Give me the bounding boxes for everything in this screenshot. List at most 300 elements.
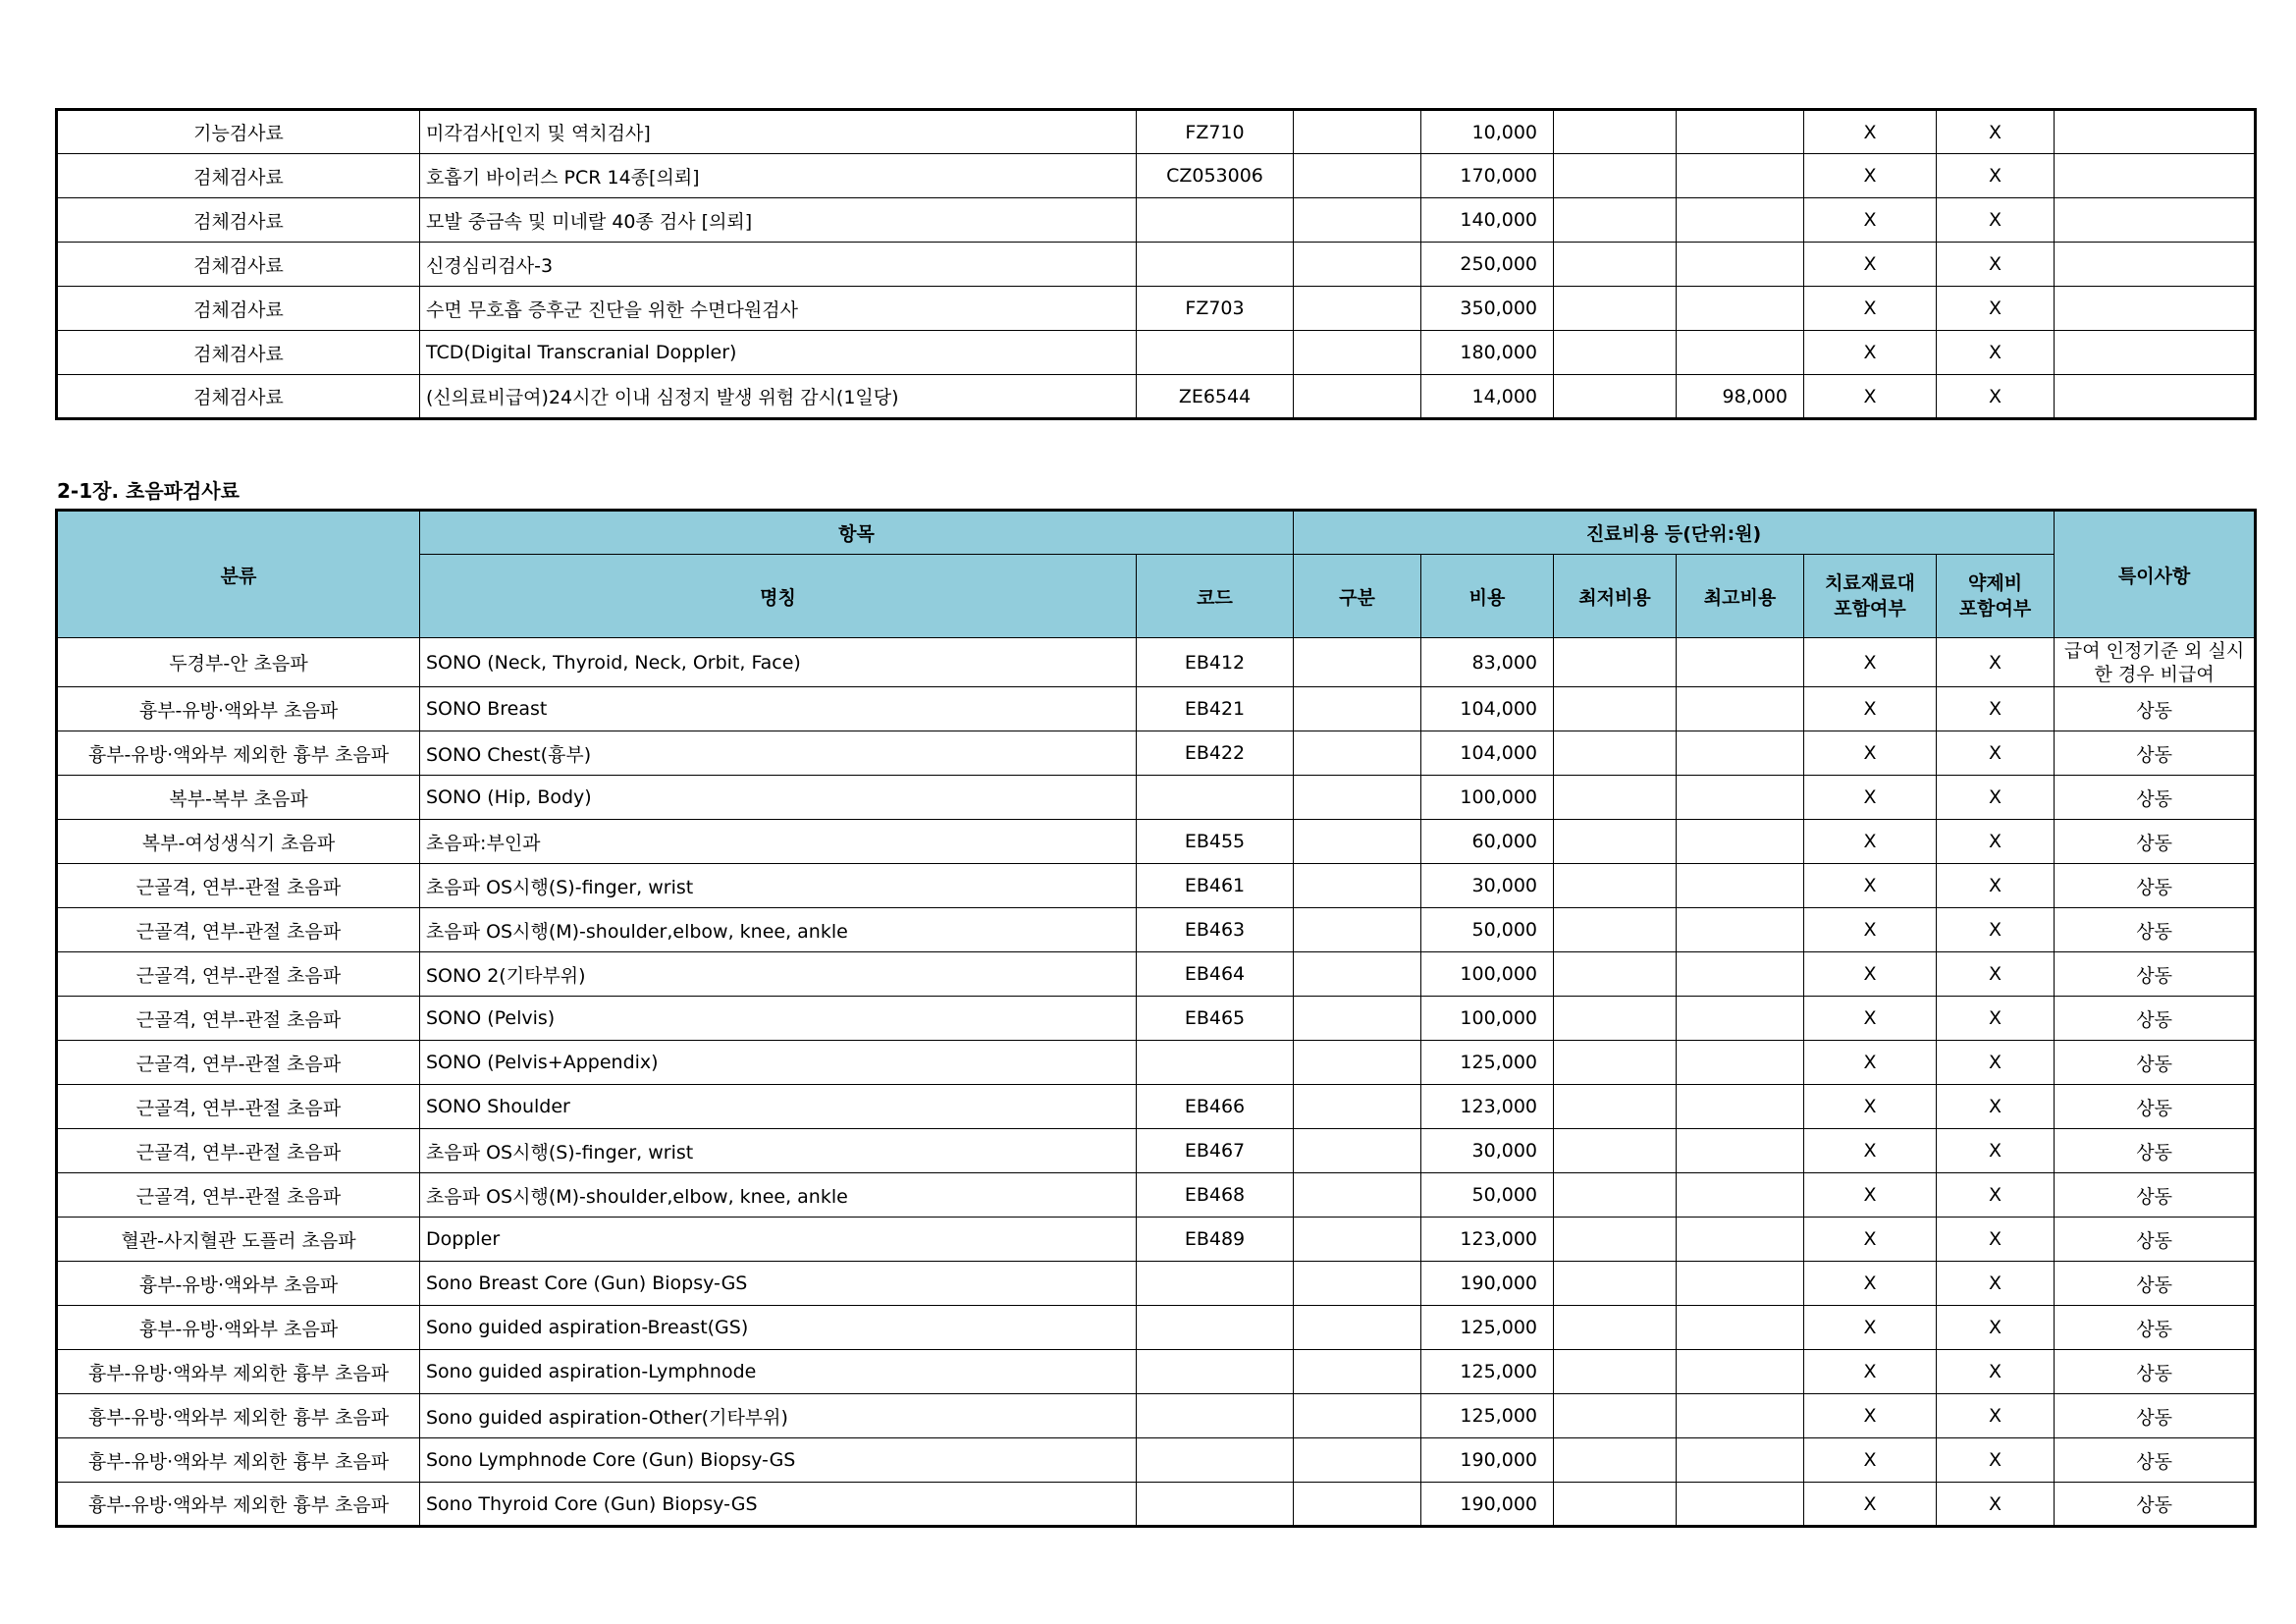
- type-cell: [1294, 997, 1421, 1041]
- type-cell: [1294, 1085, 1421, 1129]
- min-cost-cell: [1554, 908, 1677, 952]
- ultrasound-fee-table: [55, 509, 2257, 1528]
- code-cell: [1137, 1483, 1294, 1527]
- category-cell: 혈관-사지혈관 도플러 초음파: [57, 1218, 420, 1262]
- drug-included-cell: X: [1937, 952, 2055, 997]
- drug-included-cell: X: [1937, 1262, 2055, 1306]
- name-cell: 수면 무호흡 증후군 진단을 위한 수면다원검사: [420, 287, 1137, 331]
- type-cell: [1294, 1483, 1421, 1527]
- note-cell: [2055, 198, 2256, 243]
- max-cost-cell: [1677, 331, 1804, 375]
- category-cell: 검체검사료: [57, 154, 420, 198]
- name-cell: TCD(Digital Transcranial Doppler): [420, 331, 1137, 375]
- code-cell: FZ710: [1137, 110, 1294, 154]
- material-included-cell: X: [1804, 287, 1937, 331]
- max-cost-cell: [1677, 731, 1804, 776]
- category-cell: 흉부-유방·액와부 초음파: [57, 687, 420, 731]
- table-row: [57, 1173, 2256, 1218]
- header-min-cost: 최저비용: [1554, 555, 1677, 638]
- min-cost-cell: [1554, 1438, 1677, 1483]
- code-cell: [1137, 331, 1294, 375]
- name-cell: 초음파:부인과: [420, 820, 1137, 864]
- name-cell: Sono Breast Core (Gun) Biopsy-GS: [420, 1262, 1137, 1306]
- cost-cell: 125,000: [1421, 1041, 1554, 1085]
- code-cell: EB421: [1137, 687, 1294, 731]
- drug-included-cell: X: [1937, 1438, 2055, 1483]
- table-row: [57, 997, 2256, 1041]
- type-cell: [1294, 864, 1421, 908]
- min-cost-cell: [1554, 287, 1677, 331]
- min-cost-cell: [1554, 1483, 1677, 1527]
- ultrasound-fee-table-header: [57, 511, 2256, 638]
- header-material-line1: 치료재료대: [1825, 572, 1915, 594]
- material-included-cell: X: [1804, 1350, 1937, 1394]
- cost-cell: 125,000: [1421, 1394, 1554, 1438]
- note-cell: 상동: [2055, 1041, 2256, 1085]
- name-cell: SONO (Neck, Thyroid, Neck, Orbit, Face): [420, 638, 1137, 687]
- header-note: 특이사항: [2055, 511, 2256, 638]
- max-cost-cell: [1677, 638, 1804, 687]
- code-cell: EB465: [1137, 997, 1294, 1041]
- code-cell: EB455: [1137, 820, 1294, 864]
- min-cost-cell: [1554, 243, 1677, 287]
- header-fees: 진료비용 등(단위:원): [1294, 511, 2055, 555]
- code-cell: EB422: [1137, 731, 1294, 776]
- note-cell: 상동: [2055, 864, 2256, 908]
- name-cell: Sono Lymphnode Core (Gun) Biopsy-GS: [420, 1438, 1137, 1483]
- cost-cell: 104,000: [1421, 731, 1554, 776]
- table-row: [57, 1218, 2256, 1262]
- material-included-cell: X: [1804, 687, 1937, 731]
- code-cell: [1137, 243, 1294, 287]
- note-cell: [2055, 110, 2256, 154]
- material-included-cell: X: [1804, 1173, 1937, 1218]
- fee-table-continued-body: [57, 110, 2256, 419]
- cost-cell: 100,000: [1421, 952, 1554, 997]
- cost-cell: 10,000: [1421, 110, 1554, 154]
- category-cell: 근골격, 연부-관절 초음파: [57, 997, 420, 1041]
- max-cost-cell: [1677, 1173, 1804, 1218]
- type-cell: [1294, 287, 1421, 331]
- category-cell: 두경부-안 초음파: [57, 638, 420, 687]
- table-row: [57, 1085, 2256, 1129]
- max-cost-cell: [1677, 1085, 1804, 1129]
- header-code: 코드: [1137, 555, 1294, 638]
- drug-included-cell: X: [1937, 198, 2055, 243]
- code-cell: EB468: [1137, 1173, 1294, 1218]
- max-cost-cell: [1677, 1438, 1804, 1483]
- min-cost-cell: [1554, 820, 1677, 864]
- category-cell: 검체검사료: [57, 198, 420, 243]
- code-cell: [1137, 776, 1294, 820]
- header-type: 구분: [1294, 555, 1421, 638]
- table-row: [57, 687, 2256, 731]
- min-cost-cell: [1554, 1262, 1677, 1306]
- type-cell: [1294, 908, 1421, 952]
- cost-cell: 104,000: [1421, 687, 1554, 731]
- material-included-cell: X: [1804, 997, 1937, 1041]
- note-cell: [2055, 154, 2256, 198]
- code-cell: FZ703: [1137, 287, 1294, 331]
- type-cell: [1294, 1041, 1421, 1085]
- cost-cell: 250,000: [1421, 243, 1554, 287]
- code-cell: EB489: [1137, 1218, 1294, 1262]
- max-cost-cell: 98,000: [1677, 375, 1804, 419]
- max-cost-cell: [1677, 997, 1804, 1041]
- material-included-cell: X: [1804, 1218, 1937, 1262]
- type-cell: [1294, 154, 1421, 198]
- drug-included-cell: X: [1937, 1129, 2055, 1173]
- name-cell: Sono guided aspiration-Other(기타부위): [420, 1394, 1137, 1438]
- table-row: [57, 731, 2256, 776]
- category-cell: 흉부-유방·액와부 제외한 흉부 초음파: [57, 1438, 420, 1483]
- header-max-cost: 최고비용: [1677, 555, 1804, 638]
- cost-cell: 30,000: [1421, 864, 1554, 908]
- category-cell: 근골격, 연부-관절 초음파: [57, 1041, 420, 1085]
- note-cell: 상동: [2055, 997, 2256, 1041]
- note-cell: 상동: [2055, 1218, 2256, 1262]
- min-cost-cell: [1554, 1218, 1677, 1262]
- note-cell: 상동: [2055, 776, 2256, 820]
- category-cell: 근골격, 연부-관절 초음파: [57, 864, 420, 908]
- cost-cell: 60,000: [1421, 820, 1554, 864]
- type-cell: [1294, 638, 1421, 687]
- type-cell: [1294, 687, 1421, 731]
- category-cell: 근골격, 연부-관절 초음파: [57, 908, 420, 952]
- cost-cell: 83,000: [1421, 638, 1554, 687]
- min-cost-cell: [1554, 687, 1677, 731]
- name-cell: Doppler: [420, 1218, 1137, 1262]
- material-included-cell: X: [1804, 243, 1937, 287]
- table-row: [57, 1483, 2256, 1527]
- drug-included-cell: X: [1937, 1041, 2055, 1085]
- max-cost-cell: [1677, 687, 1804, 731]
- name-cell: 초음파 OS시행(S)-finger, wrist: [420, 864, 1137, 908]
- header-name: 명칭: [420, 555, 1137, 638]
- max-cost-cell: [1677, 110, 1804, 154]
- section-title: 2-1장. 초음파검사료: [57, 479, 240, 503]
- cost-cell: 140,000: [1421, 198, 1554, 243]
- table-row: [57, 331, 2256, 375]
- type-cell: [1294, 243, 1421, 287]
- min-cost-cell: [1554, 952, 1677, 997]
- material-included-cell: X: [1804, 731, 1937, 776]
- max-cost-cell: [1677, 1394, 1804, 1438]
- min-cost-cell: [1554, 198, 1677, 243]
- category-cell: 근골격, 연부-관절 초음파: [57, 1085, 420, 1129]
- max-cost-cell: [1677, 198, 1804, 243]
- code-cell: [1137, 1262, 1294, 1306]
- drug-included-cell: X: [1937, 1350, 2055, 1394]
- drug-included-cell: X: [1937, 287, 2055, 331]
- type-cell: [1294, 1173, 1421, 1218]
- code-cell: EB412: [1137, 638, 1294, 687]
- name-cell: 호흡기 바이러스 PCR 14종[의뢰]: [420, 154, 1137, 198]
- table-row: [57, 1262, 2256, 1306]
- code-cell: CZ053006: [1137, 154, 1294, 198]
- material-included-cell: X: [1804, 375, 1937, 419]
- drug-included-cell: X: [1937, 997, 2055, 1041]
- header-material-included: [1804, 555, 1937, 638]
- category-cell: 검체검사료: [57, 243, 420, 287]
- note-cell: 상동: [2055, 1350, 2256, 1394]
- type-cell: [1294, 820, 1421, 864]
- note-cell: 상동: [2055, 820, 2256, 864]
- drug-included-cell: X: [1937, 1173, 2055, 1218]
- category-cell: 흉부-유방·액와부 초음파: [57, 1262, 420, 1306]
- category-cell: 복부-여성생식기 초음파: [57, 820, 420, 864]
- name-cell: 초음파 OS시행(S)-finger, wrist: [420, 1129, 1137, 1173]
- name-cell: SONO Breast: [420, 687, 1137, 731]
- max-cost-cell: [1677, 1041, 1804, 1085]
- drug-included-cell: X: [1937, 864, 2055, 908]
- category-cell: 검체검사료: [57, 287, 420, 331]
- max-cost-cell: [1677, 287, 1804, 331]
- material-included-cell: X: [1804, 908, 1937, 952]
- min-cost-cell: [1554, 1350, 1677, 1394]
- min-cost-cell: [1554, 1173, 1677, 1218]
- material-included-cell: X: [1804, 1306, 1937, 1350]
- min-cost-cell: [1554, 154, 1677, 198]
- category-cell: 검체검사료: [57, 331, 420, 375]
- max-cost-cell: [1677, 908, 1804, 952]
- name-cell: Sono Thyroid Core (Gun) Biopsy-GS: [420, 1483, 1137, 1527]
- material-included-cell: X: [1804, 864, 1937, 908]
- type-cell: [1294, 731, 1421, 776]
- category-cell: 흉부-유방·액와부 초음파: [57, 1306, 420, 1350]
- min-cost-cell: [1554, 110, 1677, 154]
- note-cell: 상동: [2055, 1129, 2256, 1173]
- material-included-cell: X: [1804, 1483, 1937, 1527]
- cost-cell: 123,000: [1421, 1085, 1554, 1129]
- material-included-cell: X: [1804, 198, 1937, 243]
- drug-included-cell: X: [1937, 1085, 2055, 1129]
- type-cell: [1294, 1394, 1421, 1438]
- max-cost-cell: [1677, 1262, 1804, 1306]
- material-included-cell: X: [1804, 1262, 1937, 1306]
- note-cell: 상동: [2055, 1306, 2256, 1350]
- code-cell: [1137, 1306, 1294, 1350]
- table-row: [57, 820, 2256, 864]
- cost-cell: 125,000: [1421, 1350, 1554, 1394]
- code-cell: [1137, 1438, 1294, 1483]
- cost-cell: 14,000: [1421, 375, 1554, 419]
- drug-included-cell: X: [1937, 776, 2055, 820]
- cost-cell: 100,000: [1421, 776, 1554, 820]
- drug-included-cell: X: [1937, 820, 2055, 864]
- max-cost-cell: [1677, 776, 1804, 820]
- name-cell: 미각검사[인지 및 역치검사]: [420, 110, 1137, 154]
- name-cell: (신의료비급여)24시간 이내 심정지 발생 위험 감시(1일당): [420, 375, 1137, 419]
- table-row: [57, 776, 2256, 820]
- note-cell: 상동: [2055, 731, 2256, 776]
- code-cell: [1137, 1041, 1294, 1085]
- material-included-cell: X: [1804, 1394, 1937, 1438]
- material-included-cell: X: [1804, 1085, 1937, 1129]
- note-cell: 상동: [2055, 1262, 2256, 1306]
- note-cell: 상동: [2055, 1394, 2256, 1438]
- type-cell: [1294, 375, 1421, 419]
- code-cell: [1137, 198, 1294, 243]
- material-included-cell: X: [1804, 154, 1937, 198]
- max-cost-cell: [1677, 1129, 1804, 1173]
- name-cell: Sono guided aspiration-Lymphnode: [420, 1350, 1137, 1394]
- drug-included-cell: X: [1937, 1306, 2055, 1350]
- header-cost: 비용: [1421, 555, 1554, 638]
- cost-cell: 123,000: [1421, 1218, 1554, 1262]
- category-cell: 흉부-유방·액와부 제외한 흉부 초음파: [57, 1350, 420, 1394]
- code-cell: EB461: [1137, 864, 1294, 908]
- code-cell: EB466: [1137, 1085, 1294, 1129]
- category-cell: 흉부-유방·액와부 제외한 흉부 초음파: [57, 1483, 420, 1527]
- table-row: [57, 952, 2256, 997]
- fee-table-continued: [55, 108, 2257, 420]
- max-cost-cell: [1677, 154, 1804, 198]
- header-category: 분류: [57, 511, 420, 638]
- cost-cell: 100,000: [1421, 997, 1554, 1041]
- note-cell: 상동: [2055, 1173, 2256, 1218]
- note-cell: 상동: [2055, 1483, 2256, 1527]
- header-item: 항목: [420, 511, 1294, 555]
- code-cell: EB467: [1137, 1129, 1294, 1173]
- max-cost-cell: [1677, 952, 1804, 997]
- header-drug-line1: 약제비: [1968, 572, 2023, 594]
- material-included-cell: X: [1804, 952, 1937, 997]
- type-cell: [1294, 198, 1421, 243]
- cost-cell: 180,000: [1421, 331, 1554, 375]
- drug-included-cell: X: [1937, 1483, 2055, 1527]
- max-cost-cell: [1677, 864, 1804, 908]
- material-included-cell: X: [1804, 1041, 1937, 1085]
- cost-cell: 170,000: [1421, 154, 1554, 198]
- code-cell: [1137, 1350, 1294, 1394]
- table-row: [57, 1041, 2256, 1085]
- min-cost-cell: [1554, 776, 1677, 820]
- drug-included-cell: X: [1937, 110, 2055, 154]
- cost-cell: 190,000: [1421, 1262, 1554, 1306]
- cost-cell: 190,000: [1421, 1438, 1554, 1483]
- note-cell: 상동: [2055, 687, 2256, 731]
- table-row: [57, 243, 2256, 287]
- category-cell: 근골격, 연부-관절 초음파: [57, 952, 420, 997]
- cost-cell: 50,000: [1421, 1173, 1554, 1218]
- category-cell: 흉부-유방·액와부 제외한 흉부 초음파: [57, 1394, 420, 1438]
- note-cell: 상동: [2055, 908, 2256, 952]
- table-row: [57, 1350, 2256, 1394]
- min-cost-cell: [1554, 1129, 1677, 1173]
- table-row: [57, 154, 2256, 198]
- name-cell: SONO (Hip, Body): [420, 776, 1137, 820]
- max-cost-cell: [1677, 243, 1804, 287]
- type-cell: [1294, 1350, 1421, 1394]
- code-cell: ZE6544: [1137, 375, 1294, 419]
- min-cost-cell: [1554, 864, 1677, 908]
- drug-included-cell: X: [1937, 687, 2055, 731]
- category-cell: 근골격, 연부-관절 초음파: [57, 1173, 420, 1218]
- min-cost-cell: [1554, 1394, 1677, 1438]
- cost-cell: 190,000: [1421, 1483, 1554, 1527]
- category-cell: 흉부-유방·액와부 제외한 흉부 초음파: [57, 731, 420, 776]
- material-included-cell: X: [1804, 820, 1937, 864]
- material-included-cell: X: [1804, 331, 1937, 375]
- type-cell: [1294, 110, 1421, 154]
- note-cell: [2055, 287, 2256, 331]
- type-cell: [1294, 952, 1421, 997]
- code-cell: EB463: [1137, 908, 1294, 952]
- min-cost-cell: [1554, 731, 1677, 776]
- header-drug-line2: 포함여부: [1958, 598, 2032, 620]
- cost-cell: 350,000: [1421, 287, 1554, 331]
- code-cell: [1137, 1394, 1294, 1438]
- min-cost-cell: [1554, 997, 1677, 1041]
- material-included-cell: X: [1804, 110, 1937, 154]
- header-material-line2: 포함여부: [1834, 598, 1906, 620]
- name-cell: 초음파 OS시행(M)-shoulder,elbow, knee, ankle: [420, 908, 1137, 952]
- drug-included-cell: X: [1937, 731, 2055, 776]
- note-cell: 상동: [2055, 1438, 2256, 1483]
- drug-included-cell: X: [1937, 331, 2055, 375]
- max-cost-cell: [1677, 1306, 1804, 1350]
- material-included-cell: X: [1804, 638, 1937, 687]
- note-cell: [2055, 331, 2256, 375]
- note-cell: [2055, 375, 2256, 419]
- table-row: [57, 1438, 2256, 1483]
- drug-included-cell: X: [1937, 375, 2055, 419]
- drug-included-cell: X: [1937, 243, 2055, 287]
- table-row: [57, 1394, 2256, 1438]
- type-cell: [1294, 331, 1421, 375]
- min-cost-cell: [1554, 1085, 1677, 1129]
- category-cell: 검체검사료: [57, 375, 420, 419]
- note-cell: 상동: [2055, 1085, 2256, 1129]
- category-cell: 복부-복부 초음파: [57, 776, 420, 820]
- note-cell: [2055, 243, 2256, 287]
- max-cost-cell: [1677, 1218, 1804, 1262]
- name-cell: 초음파 OS시행(M)-shoulder,elbow, knee, ankle: [420, 1173, 1137, 1218]
- category-cell: 기능검사료: [57, 110, 420, 154]
- cost-cell: 30,000: [1421, 1129, 1554, 1173]
- type-cell: [1294, 776, 1421, 820]
- min-cost-cell: [1554, 1306, 1677, 1350]
- table-row: [57, 375, 2256, 419]
- min-cost-cell: [1554, 331, 1677, 375]
- table-row: [57, 1306, 2256, 1350]
- name-cell: SONO (Pelvis+Appendix): [420, 1041, 1137, 1085]
- max-cost-cell: [1677, 820, 1804, 864]
- ultrasound-fee-table-body: [57, 638, 2256, 1527]
- name-cell: SONO (Pelvis): [420, 997, 1137, 1041]
- table-row: [57, 110, 2256, 154]
- table-row: [57, 638, 2256, 687]
- cost-cell: 50,000: [1421, 908, 1554, 952]
- type-cell: [1294, 1262, 1421, 1306]
- name-cell: 모발 중금속 및 미네랄 40종 검사 [의뢰]: [420, 198, 1137, 243]
- drug-included-cell: X: [1937, 908, 2055, 952]
- max-cost-cell: [1677, 1483, 1804, 1527]
- material-included-cell: X: [1804, 776, 1937, 820]
- min-cost-cell: [1554, 638, 1677, 687]
- table-row: [57, 908, 2256, 952]
- type-cell: [1294, 1129, 1421, 1173]
- name-cell: SONO Chest(흉부): [420, 731, 1137, 776]
- name-cell: 신경심리검사-3: [420, 243, 1137, 287]
- note-cell: 상동: [2055, 952, 2256, 997]
- type-cell: [1294, 1306, 1421, 1350]
- min-cost-cell: [1554, 1041, 1677, 1085]
- material-included-cell: X: [1804, 1129, 1937, 1173]
- table-row: [57, 198, 2256, 243]
- min-cost-cell: [1554, 375, 1677, 419]
